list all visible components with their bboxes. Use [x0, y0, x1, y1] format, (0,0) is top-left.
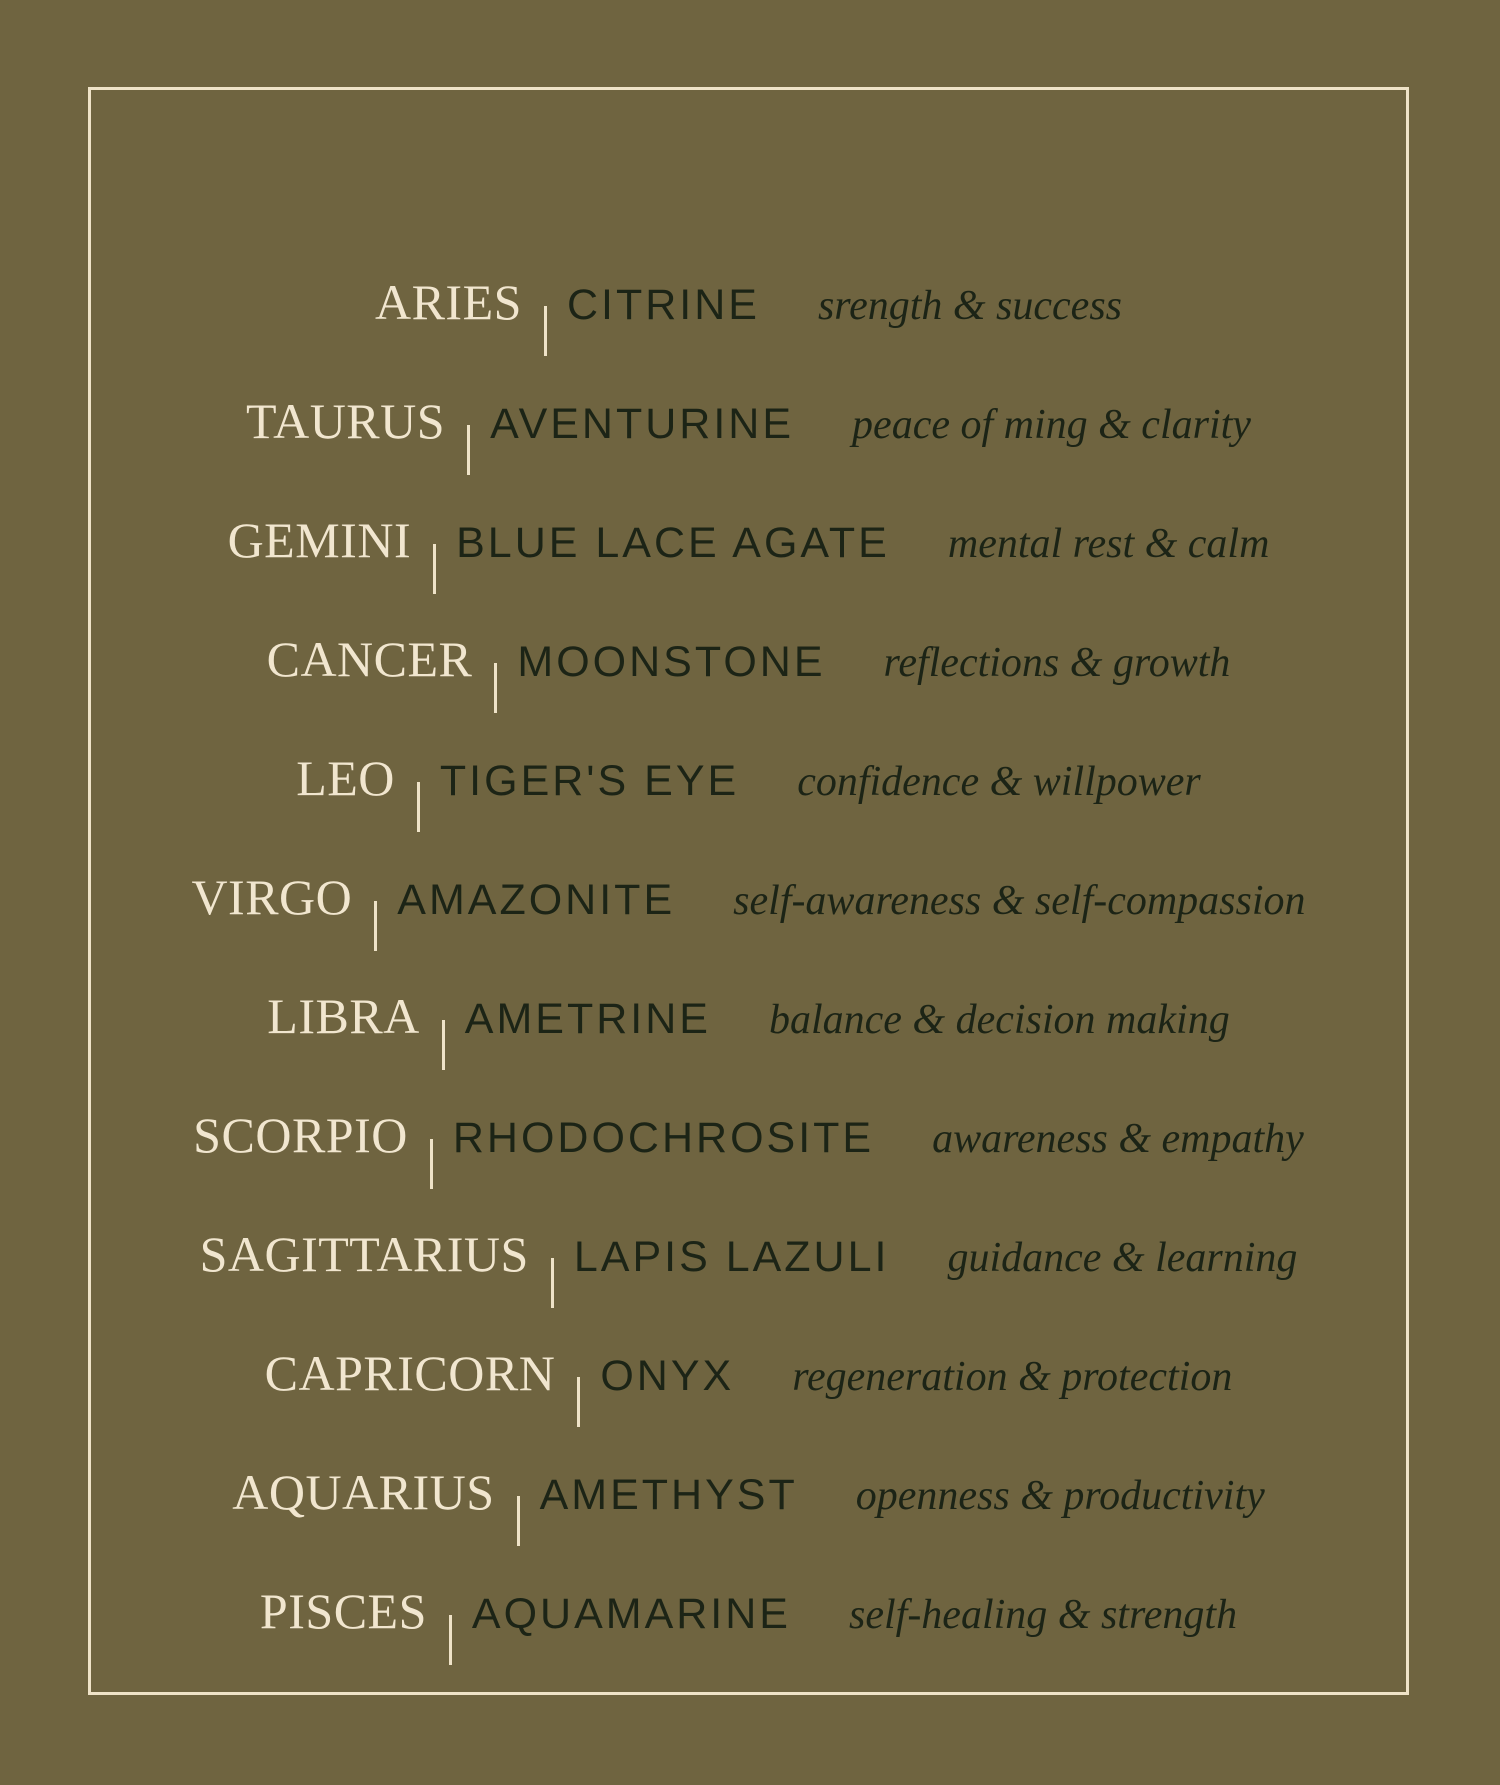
crystal-meaning: guidance & learning: [947, 1235, 1298, 1281]
crystal-name: CITRINE: [566, 281, 760, 329]
zodiac-sign: LIBRA: [267, 988, 420, 1044]
crystal-meaning: openness & productivity: [855, 1473, 1265, 1519]
crystal-name: TIGER'S EYE: [439, 757, 740, 805]
separator-bar: [430, 1139, 433, 1189]
zodiac-sign: CAPRICORN: [264, 1345, 556, 1401]
crystal-meaning: balance & decision making: [768, 997, 1230, 1043]
crystal-meaning: self-awareness & self-compassion: [733, 878, 1306, 924]
separator-bar: [494, 663, 497, 713]
zodiac-sign: ARIES: [374, 274, 522, 330]
separator-bar: [517, 1496, 520, 1546]
crystal-name: LAPIS LAZULI: [573, 1233, 890, 1281]
zodiac-sign: SAGITTARIUS: [199, 1226, 529, 1282]
separator-bar: [374, 901, 377, 951]
crystal-meaning: regeneration & protection: [792, 1354, 1233, 1400]
list-item-capricorn: [91, 1344, 1406, 1463]
zodiac-sign: TAURUS: [246, 393, 446, 449]
crystal-meaning: confidence & willpower: [797, 759, 1201, 805]
crystal-meaning: mental rest & calm: [947, 521, 1270, 567]
list-item-aquarius: [91, 1463, 1406, 1582]
list-item-scorpio: [91, 1106, 1406, 1225]
crystal-name: RHODOCHROSITE: [452, 1114, 875, 1162]
zodiac-sign: CANCER: [266, 631, 473, 687]
crystal-meaning: peace of ming & clarity: [852, 402, 1251, 448]
zodiac-sign: GEMINI: [227, 512, 412, 568]
crystal-meaning: reflections & growth: [883, 640, 1231, 686]
separator-bar: [544, 306, 547, 356]
crystal-name: MOONSTONE: [517, 638, 826, 686]
list-item-virgo: [91, 868, 1406, 987]
separator-bar: [551, 1258, 554, 1308]
zodiac-crystal-list: [91, 90, 1406, 1692]
crystal-meaning: srength & success: [817, 283, 1123, 329]
list-item-sagittarius: [91, 1225, 1406, 1344]
list-item-taurus: [91, 392, 1406, 511]
crystal-meaning: awareness & empathy: [932, 1116, 1304, 1162]
separator-bar: [577, 1377, 580, 1427]
crystal-name: AQUAMARINE: [471, 1590, 791, 1638]
zodiac-sign: VIRGO: [191, 869, 353, 925]
list-item-cancer: [91, 630, 1406, 749]
list-item-pisces: [91, 1582, 1406, 1701]
crystal-name: AVENTURINE: [490, 400, 795, 448]
crystal-name: BLUE LACE AGATE: [456, 519, 890, 567]
list-item-libra: [91, 987, 1406, 1106]
separator-bar: [467, 425, 470, 475]
list-item-gemini: [91, 511, 1406, 630]
border-frame: [88, 87, 1409, 1695]
separator-bar: [417, 782, 420, 832]
crystal-name: AMETHYST: [539, 1471, 798, 1519]
list-item-leo: [91, 749, 1406, 868]
separator-bar: [442, 1020, 445, 1070]
separator-bar: [433, 544, 436, 594]
crystal-name: ONYX: [600, 1352, 735, 1400]
crystal-name: AMAZONITE: [397, 876, 676, 924]
zodiac-sign: PISCES: [259, 1583, 427, 1639]
crystal-name: AMETRINE: [464, 995, 711, 1043]
zodiac-sign: SCORPIO: [193, 1107, 408, 1163]
separator-bar: [449, 1615, 452, 1665]
crystal-meaning: self-healing & strength: [849, 1592, 1238, 1638]
list-item-aries: [91, 273, 1406, 392]
zodiac-sign: AQUARIUS: [232, 1464, 495, 1520]
zodiac-sign: LEO: [296, 750, 395, 806]
